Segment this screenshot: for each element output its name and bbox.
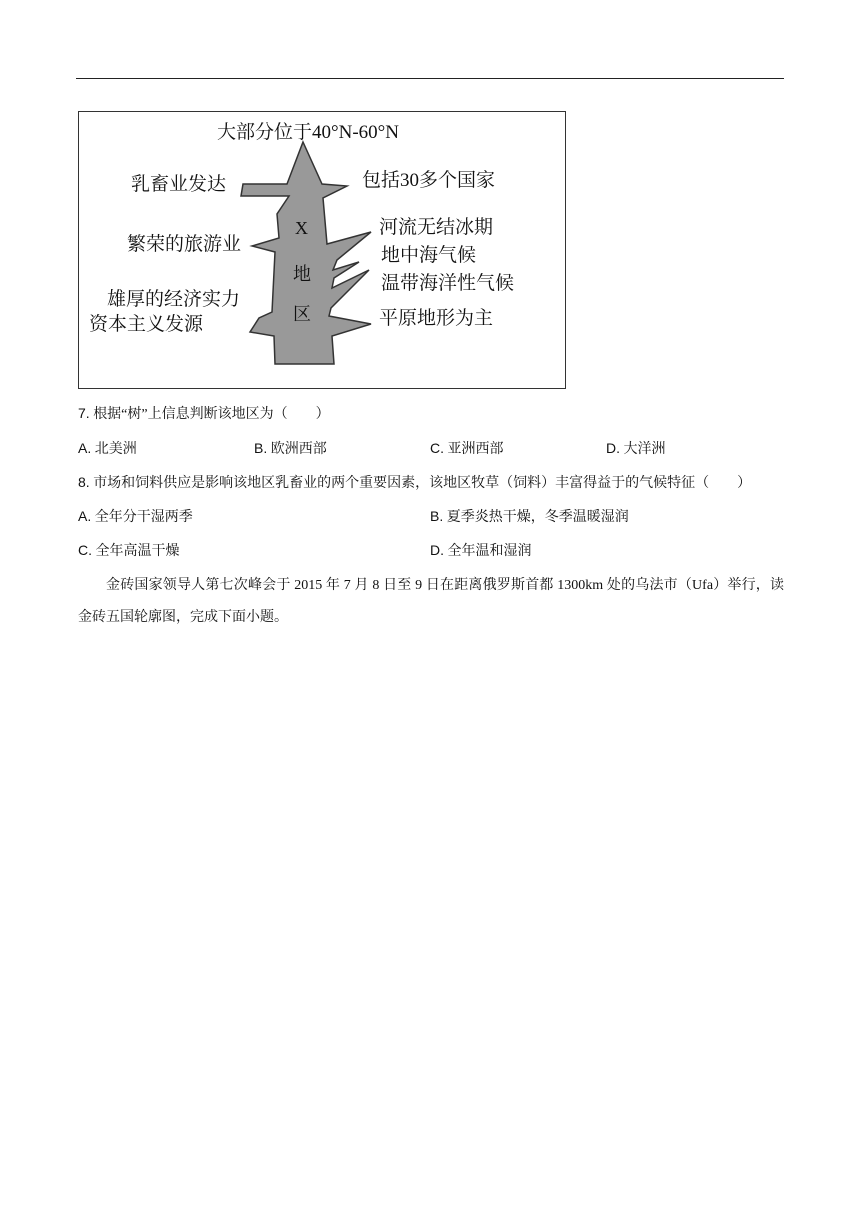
trunk-char-x: X — [295, 218, 308, 238]
label-economy: 雄厚的经济实力 — [107, 289, 241, 310]
option-text: 夏季炎热干燥，冬季温暖湿润 — [446, 510, 629, 525]
trunk-char-di: 地 — [293, 264, 311, 284]
option-7b — [254, 439, 327, 459]
question-8 — [78, 473, 751, 493]
label-maritime: 温带海洋性气候 — [381, 273, 515, 294]
option-text: 全年分干湿两季 — [94, 510, 193, 525]
option-letter: B. — [254, 440, 268, 456]
option-7c — [430, 439, 504, 459]
option-letter: C. — [430, 440, 444, 456]
question-stem: 市场和饲料供应是影响该地区乳畜业的两个重要因素，该地区牧草（饲料）丰富得益于的气候特征（ ） — [93, 476, 752, 491]
option-text: 大洋洲 — [623, 442, 666, 457]
question-number: 7. — [78, 405, 90, 421]
option-8a — [78, 507, 193, 527]
trunk-char-qu: 区 — [293, 304, 311, 324]
option-text: 北美洲 — [94, 442, 137, 457]
label-plains: 平原地形为主 — [379, 308, 494, 329]
option-letter: D. — [606, 440, 620, 456]
tree-diagram — [78, 111, 566, 389]
label-rivers: 河流无结冰期 — [379, 217, 494, 238]
option-letter: A. — [78, 440, 92, 456]
label-countries: 包括30多个国家 — [362, 170, 496, 191]
option-7d — [606, 439, 666, 459]
option-8d — [430, 541, 532, 561]
option-text: 欧洲西部 — [270, 442, 327, 457]
option-8c — [78, 541, 180, 561]
option-text: 全年温和湿润 — [447, 544, 532, 559]
question-number: 8. — [78, 474, 90, 490]
label-tourism: 繁荣的旅游业 — [127, 234, 242, 255]
label-mediterranean: 地中海气候 — [381, 245, 477, 266]
option-letter: C. — [78, 542, 92, 558]
header-rule — [76, 78, 784, 79]
label-latitude: 大部分位于40°N-60°N — [217, 122, 399, 143]
option-letter: B. — [430, 508, 444, 524]
option-text: 亚洲西部 — [447, 442, 504, 457]
option-letter: A. — [78, 508, 92, 524]
tree-silhouette — [241, 142, 371, 364]
option-7a — [78, 439, 137, 459]
option-text: 全年高温干燥 — [95, 544, 180, 559]
question-7 — [78, 404, 330, 424]
label-dairy: 乳畜业发达 — [131, 174, 227, 195]
option-letter: D. — [430, 542, 444, 558]
label-capitalism: 资本主义发源 — [89, 314, 204, 335]
passage-text: 金砖国家领导人第七次峰会于 2015 年 7 月 8 日至 9 日在距离俄罗斯首都 1300km 处的乌法市（Ufa）举行，读金砖五国轮廓图，完成下面小题。 — [78, 578, 784, 625]
question-stem: 根据“树”上信息判断该地区为（ ） — [93, 407, 330, 422]
option-8b — [430, 507, 629, 527]
